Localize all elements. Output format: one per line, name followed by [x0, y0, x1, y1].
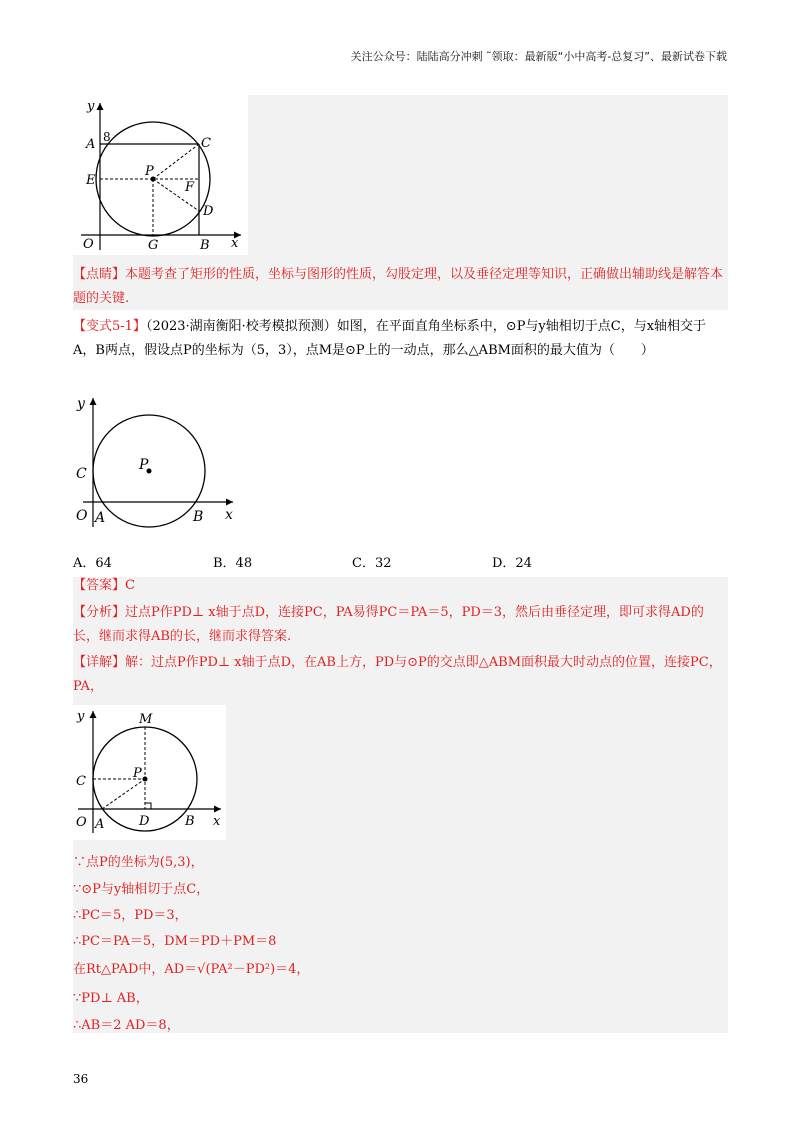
detail-tag: 【详解】 [73, 655, 126, 670]
step-line: ∴PC＝5，PD＝3， [73, 908, 188, 923]
fig2-x-label: x [225, 507, 233, 523]
fig1-c-label: C [201, 136, 211, 151]
option-b: B．48 [213, 556, 253, 571]
fig1-f-label: F [185, 180, 195, 195]
step-line: ∵点P的坐标为(5,3)， [73, 855, 204, 870]
figure-problem-circle [73, 392, 243, 532]
page-number: 36 [73, 1072, 89, 1086]
option-d: D．24 [492, 556, 532, 571]
fig1-g-label: G [148, 238, 159, 253]
fig2-c-label: C [76, 466, 87, 482]
fig1-d-label: D [203, 204, 214, 219]
figure-rectangle-circle [73, 95, 248, 255]
page-header: 关注公众号：陆陆高分冲刺 ˜领取：最新版“小中高考-总复习”、最新试卷下载 [350, 50, 727, 63]
fig3-c-label: C [76, 774, 86, 789]
detail-text: 解：过点P作PD⊥ x轴于点D，在AB上方，PD与⊙P的交点即△ABM面积最大时动点的位置，连接PC，PA， [73, 655, 722, 694]
fig1-b-label: B [200, 238, 210, 253]
fig2-b-label: B [193, 509, 204, 525]
detail-paragraph [73, 651, 728, 699]
problem-tag: 【变式5-1】 [73, 319, 146, 334]
problem-source: （2023·湖南衡阳·校考模拟预测） [145, 319, 337, 334]
step-line: ∵⊙P与y轴相切于点C， [73, 882, 210, 897]
dianjing-paragraph [73, 263, 728, 311]
step-line: 在Rt△PAD中，AD＝√(PA²－PD²)＝4， [73, 962, 310, 977]
fig1-y-label: y [87, 99, 95, 114]
fig2-p-label: P [139, 457, 149, 473]
dianjing-text: 本题考查了矩形的性质，坐标与图形的性质，勾股定理，以及垂径定理等知识，正确做出辅助线是解答本题的关键. [73, 267, 724, 306]
fig1-x-label: x [231, 236, 239, 251]
option-a: A．64 [73, 556, 112, 571]
fig3-a-label: A [95, 817, 105, 832]
fig1-e-label: E [86, 173, 96, 188]
fig3-o-label: O [76, 815, 87, 830]
fig2-a-label: A [95, 510, 106, 526]
option-c: C．32 [352, 556, 392, 571]
fig1-o-label: O [83, 237, 94, 252]
step-line: ∴PC＝PA＝5，DM＝PD＋PM＝8 [73, 934, 277, 949]
fig2-o-label: O [76, 508, 88, 524]
fig2-y-label: y [77, 396, 85, 412]
fig3-m-label: M [139, 712, 153, 727]
fig1-p-label: P [145, 164, 154, 179]
fig3-b-label: B [185, 814, 195, 829]
step-line: ∵PD⊥ AB， [73, 991, 149, 1006]
analysis-text: 过点P作PD⊥ x轴于点D，连接PC，PA易得PC＝PA＝5，PD＝3，然后由垂径定理，即可求得AD的长，继而求得AB的长，继而求得答案. [73, 605, 704, 644]
fig3-p-label: P [133, 766, 142, 781]
analysis-paragraph [73, 601, 728, 649]
fig1-8-label: 8 [103, 130, 111, 144]
answer-paragraph [73, 574, 728, 598]
fig3-d-label: D [139, 814, 150, 829]
fig3-x-label: x [213, 814, 221, 829]
answer-value: C [125, 578, 135, 593]
step-line: ∴AB＝2 AD＝8， [73, 1018, 180, 1033]
analysis-tag: 【分析】 [73, 605, 126, 620]
answer-tag: 【答案】 [73, 578, 126, 593]
fig3-y-label: y [77, 709, 85, 724]
problem-text: 如图，在平面直角坐标系中，⊙P与y轴相切于点C，与x轴相交于A，B两点，假设点P的坐标为（5，3），点M是⊙P上的一动点，那么△ABM面积的最大值为（ ） [73, 319, 707, 358]
dianjing-tag: 【点睛】 [73, 267, 126, 282]
problem-paragraph [73, 315, 728, 363]
fig1-a-label: A [86, 137, 96, 152]
figure-solution-circle [73, 705, 226, 840]
